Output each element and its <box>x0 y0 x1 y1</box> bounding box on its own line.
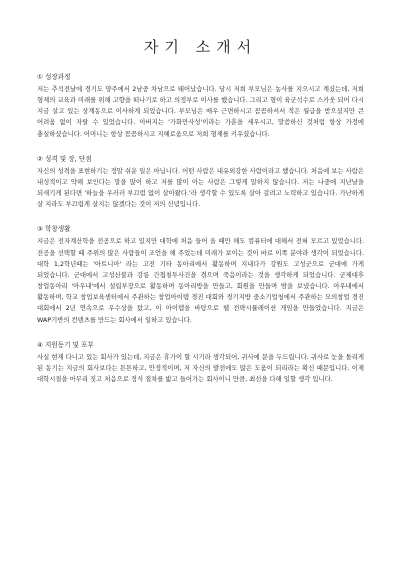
section-growth <box>37 72 364 140</box>
section-heading: ② 성격 및 장, 단점 <box>37 154 92 163</box>
section-body: 지금은 전자계산학을 전공으로 하고 있지만 대학에 처음 들어 올 때만 해도 컴퓨터에 대해서 전혀 모르고 있었습니다. 전공을 선택할 때 주위의 많은 사람들이 조언을 해 주었는데 미래가 보이는 것이 바로 이쪽 분야라 생각이 되었습니다. 대학 1,2학년때는 '아트니아' 라는 고전 기타 동아리에서 활동하며 지내다가 강원도 고성군으로 군대에 가게 되었습니다. 군대에서 고성산불과 강릉 간첩침투사건을 겪으며 죽음이라는 것을 생각하게 되었습니다. 군제대후 창업동아리 '아우내'에서 설립부장으로 활동하며 동아리방을 만들고, 회원을 만들며 밤을 보냈습니다. 아우내에서 활동하며, 학교 창업보육센터에서 주관하는 창업아이템 경진 대회와 경기지방 중소기업청에서 주관하는 모의창업 경진 대회에서 2년 연속으로 우수상을 탔고, 이 아이템을 바탕으로 웹 전략시뮬레이션 게임을 만들었습니다. 지금은 WAP기반의 컨텐츠를 만드는 회사에서 일하고 있습니다. <box>37 238 364 324</box>
section-heading: ① 성장과정 <box>37 73 71 81</box>
section-motivation <box>37 340 364 385</box>
section-body: 저는 추석전날에 경기도 양주에서 2남중 차남으로 태어났습니다. 당시 저희 부모님은 농사를 지으시고 계셨는데, 저희 형제의 교육과 미래를 위해 고향을 떠나기로 하고 의정부로 이사를 했습니다. 그리고 형이 육군석수로 스카웃 되어 다시 지금 살고 있는 상계동으로 이사하게 되었습니다. 부모님은 매우 근면하시고 꼼꼼하셔서 적은 월급을 받으셨지만 큰 어려움 없이 자랄 수 있었습니다. 아버지는 '가화만사성'이라는 가훈을 세우시고, 말씀하신 것처럼 항상 가정에 충실하셨습니다. 어머니는 항상 꼼꼼하시고 지혜로움으로 저희 형제를 키우셨습니다. <box>37 86 364 138</box>
section-body: 자신의 성격을 표현하기는 정말 쉬운 일은 아닙니다. 어떤 사람은 내유외강한 사람이라고 했습니다. 처음에 보는 사람은 내성적이고 약해 보인다는 말을 많이 하고 저를 많이 아는 사람은 그렇게 말하지 않습니다. 저는 나중에 지난날을 되새기게 된다면 '하늘을 우러러 부끄럼 없이 살아왔다.'라 생각할 수 있도록 살아 갈려고 노력하고 있습니다. 가난하게 살 지라도 부끄럽게 살지는 않겠다는 것이 저의 신념입니다. <box>37 167 364 209</box>
section-heading: ④ 지원동기 및 포부 <box>37 340 94 349</box>
section-personality <box>37 154 364 211</box>
section-body: 사실 현재 다니고 있는 회사가 있는데, 지금은 휴가이 할 시기라 생각되어, 귀사에 문을 두드립니다. 귀사로 눈을 돌리게 된 동기는 지금의 회사보다는 튼튼하고, 안정적이며, 저 자신의 발전에도 많은 도움이 되리라는 확신 때문입니다. 이제 대학시절을 마무리 짓고 처음으로 정식 절차를 밟고 들어가는 회사이니 만큼, 최선을 다해 일할 생각 입니다. <box>37 353 364 383</box>
document-title: 자기 소개서 <box>143 38 258 56</box>
section-school-life <box>37 224 364 325</box>
section-heading: ③ 학창생활 <box>37 225 71 234</box>
